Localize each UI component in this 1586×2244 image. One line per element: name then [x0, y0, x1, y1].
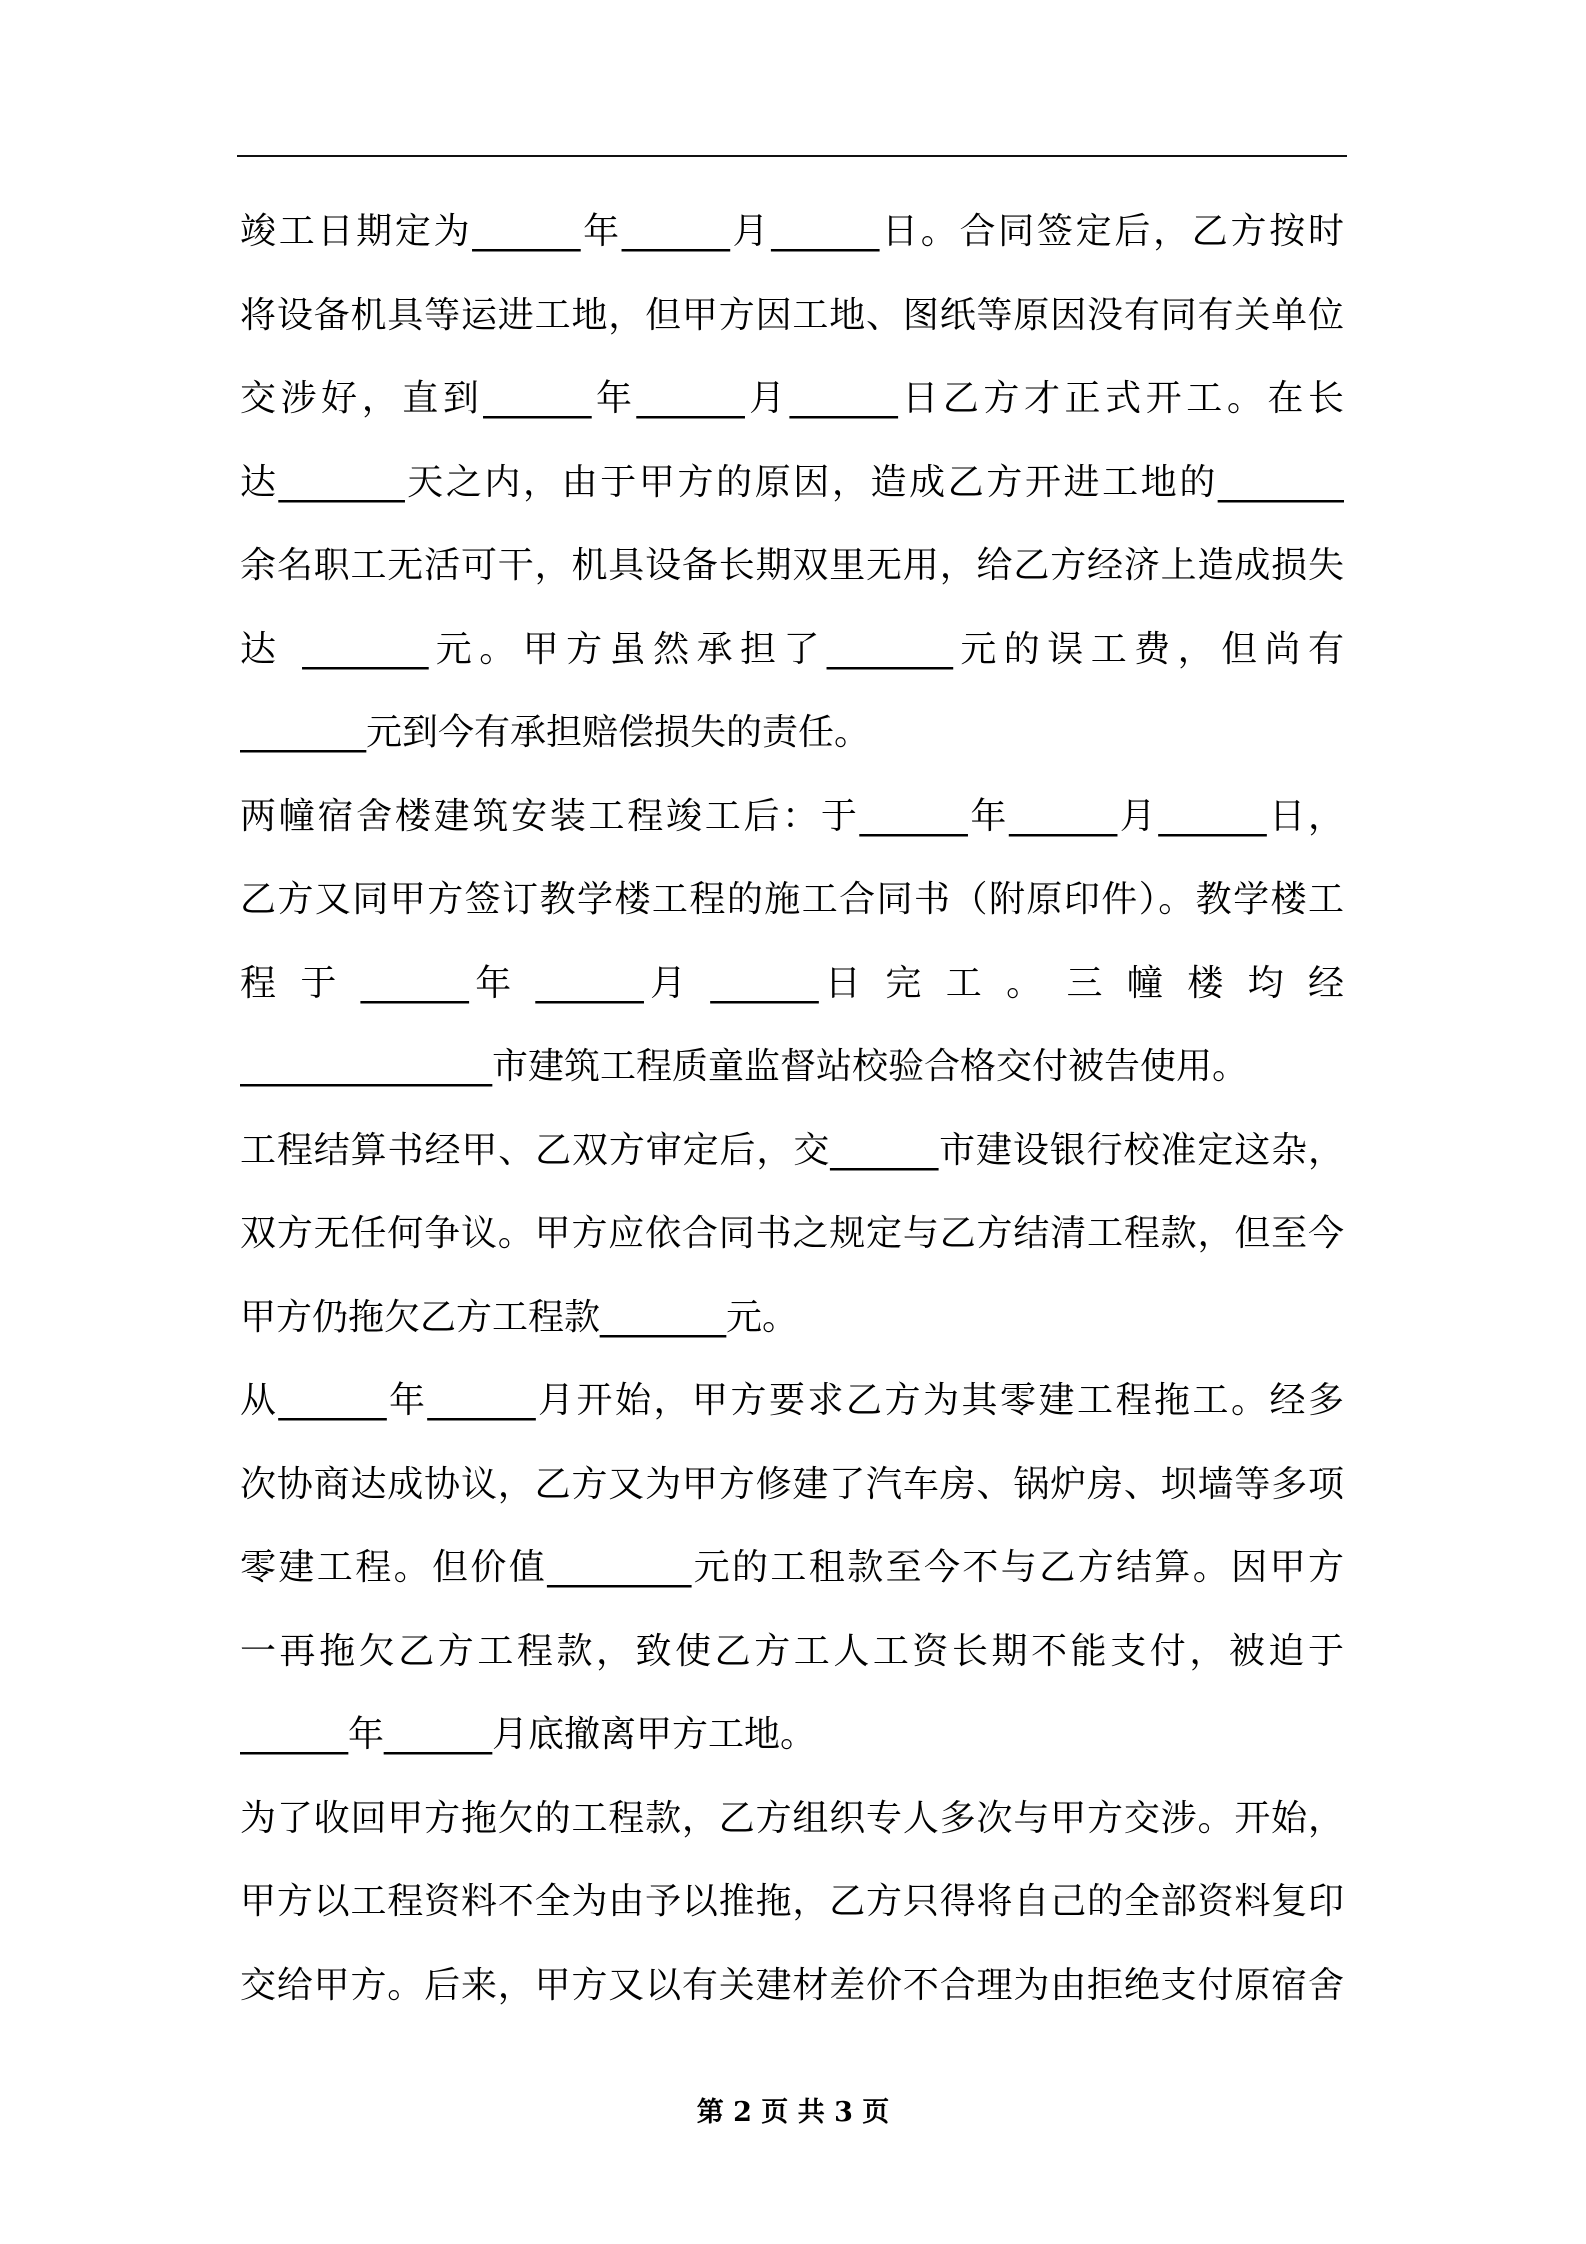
text-line: 零建工程。但价值________元的工租款至今不与乙方结算。因甲方: [240, 1547, 1344, 1588]
text-line: 交给甲方。后来，甲方又以有关建材差价不合理为由拒绝支付原宿舍: [240, 1964, 1344, 2006]
header-rule: [237, 155, 1347, 157]
text-line: ______年______月底撤离甲方工地。: [240, 1714, 817, 1755]
page-number: 第 2 页 共 3 页: [696, 2097, 890, 2128]
document-body: [240, 190, 1344, 2027]
text-line: 程 于 ______年 ______月 ______日 完 工 。 三 幢 楼 均 经: [240, 962, 1344, 1004]
text-line: 两幢宿舍楼建筑安装工程竣工后：于______年______月______日，: [240, 795, 1344, 837]
text-line: 一再拖欠乙方工程款，致使乙方工人工资长期不能支付，被迫于: [240, 1630, 1344, 1672]
text-line: 甲方以工程资料不全为由予以推拖，乙方只得将自己的全部资料复印: [240, 1881, 1344, 1922]
text-line: 甲方仍拖欠乙方工程款_______元。: [240, 1296, 799, 1338]
text-line: 双方无任何争议。甲方应依合同书之规定与乙方结清工程款，但至今: [240, 1213, 1344, 1254]
text-line: 乙方又同甲方签订教学楼工程的施工合同书（附原印件）。教学楼工: [240, 879, 1344, 920]
text-line: 工程结算书经甲、乙双方审定后，交______市建设银行校准定这杂，: [240, 1129, 1344, 1171]
text-line: ______________市建筑工程质童监督站校验合格交付被告使用。: [240, 1046, 1249, 1087]
text-line: 将设备机具等运进工地，但甲方因工地、图纸等原因没有同有关单位: [240, 294, 1344, 336]
text-line: 交涉好，直到______年______月______日乙方才正式开工。在长: [240, 378, 1344, 419]
text-line: 次协商达成协议，乙方又为甲方修建了汽车房、锅炉房、坝墙等多项: [240, 1463, 1344, 1505]
text-line: _______元到今有承担赔偿损失的责任。: [240, 712, 871, 753]
text-line: 达 _______元。甲方虽然承担了_______元的误工费，但尚有: [240, 628, 1344, 670]
text-line: 竣工日期定为______年______月______日。合同签定后，乙方按时: [240, 211, 1344, 252]
text-line: 从______年______月开始，甲方要求乙方为其零建工程拖工。经多: [240, 1380, 1344, 1421]
text-line: 达_______天之内，由于甲方的原因，造成乙方开进工地的_______: [240, 461, 1344, 503]
text-line: 余名职工无活可干，机具设备长期双里无用，给乙方经济上造成损失: [240, 545, 1344, 586]
text-line: 为了收回甲方拖欠的工程款，乙方组织专人多次与甲方交涉。开始，: [240, 1797, 1344, 1839]
